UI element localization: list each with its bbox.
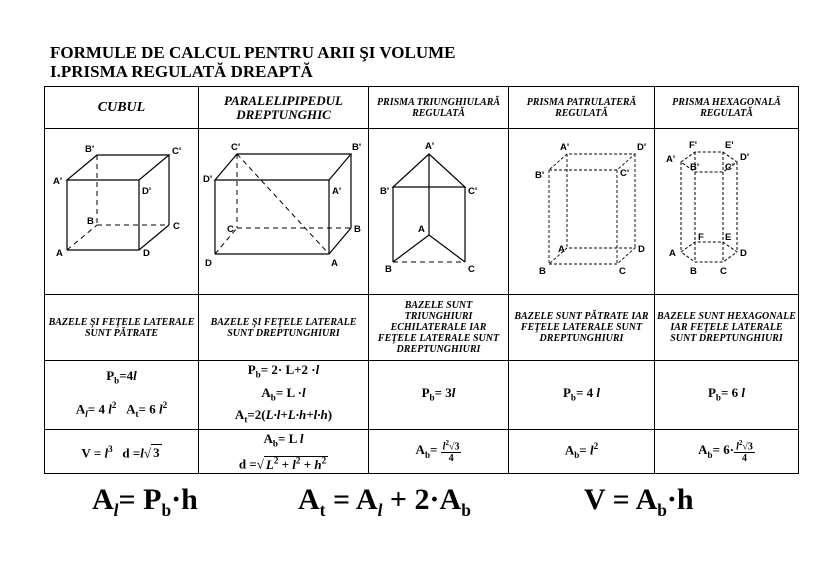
description-prisma-hexagonala: BAZELE SUNT HEXAGONALE IAR FEŢELE LATERALE SUNT DREPTUNGHIURI <box>655 295 799 361</box>
lateral-area-formula: $A_l= P_b\cdot h$ <box>92 483 198 520</box>
cuboid-label: C' <box>230 141 240 153</box>
hexagonal-prism-figure-cell <box>655 129 799 295</box>
volume-paralelipiped <box>199 429 369 473</box>
cuboid-diagonal <box>237 154 329 254</box>
cuboid-label: A <box>330 257 338 269</box>
hexagonal-prism-label: B' <box>689 161 699 173</box>
cube-figure-cell <box>45 129 199 295</box>
hexagonal-prism-label: A' <box>665 153 675 165</box>
hexagonal-prism-label: F <box>697 231 704 243</box>
square-prism-label: B <box>538 265 546 277</box>
cuboid-top-face <box>215 154 351 180</box>
square-prism-label: B' <box>534 169 544 181</box>
description-prisma-triunghiulara: BAZELE SUNT TRIUNGHIURI ECHILATERALE IAR FEŢELE LATERALE SUNT DREPTUNGHIURI <box>369 295 509 361</box>
hexagonal-prism-label: A <box>668 247 676 259</box>
volume-formula-big: $V = A_b\cdot h$ <box>584 483 694 520</box>
triangular-prism-figure <box>371 132 507 292</box>
square-prism-label: D <box>637 243 645 255</box>
formulas-prisma-triunghiulara: $P_b= 3l$ <box>369 361 509 430</box>
base-area-prisma-hexagonala: $A_b= 6\cdot$ $\frac{l^2√3}{4}$ <box>655 429 799 473</box>
perimeter-row <box>45 361 799 430</box>
triangular-prism-label: A <box>417 223 425 235</box>
hexagonal-prism-label: E' <box>724 139 734 151</box>
cuboid-label: B <box>353 223 361 235</box>
perimeter-formula: $P_b=4l$ <box>106 367 137 386</box>
base-area-prisma-triunghiulara: $A_b=$ $\frac{l^2√3}{4}$ <box>369 429 509 473</box>
triangular-prism-label: C' <box>467 185 477 197</box>
main-title: FORMULE DE CALCUL PENTRU ARII ŞI VOLUME <box>50 43 456 62</box>
hexagonal-prism-label: C <box>719 265 727 277</box>
hexagonal-prism-label: F' <box>688 139 697 151</box>
figure-row <box>45 129 799 295</box>
triangular-prism-label: B' <box>379 185 389 197</box>
triangular-prism-figure-cell <box>369 129 509 295</box>
volume-cub: $V = l^3$ d =l√ 3 <box>45 429 199 473</box>
description-row <box>45 295 799 361</box>
header-cub: CUBUL <box>45 87 199 129</box>
hexagonal-prism-bottom <box>681 242 737 262</box>
cuboid-label: D' <box>202 173 212 185</box>
base-area-prisma-patrulatera: $A_b= l^2$ <box>509 429 655 473</box>
formulas-prisma-patrulatera: $P_b= 4$ l <box>509 361 655 430</box>
square-prism-label: A' <box>559 141 569 153</box>
triangular-prism-label: A' <box>424 140 434 152</box>
cube-label: D <box>142 247 150 259</box>
cube-label: C <box>172 220 180 232</box>
volume-row <box>45 429 799 473</box>
header-row <box>45 87 799 129</box>
square-prism-label: C' <box>619 167 629 179</box>
square-prism-figure <box>511 132 653 292</box>
header-prisma-patrulatera: PRISMA PATRULATERĂ REGULATĂ <box>509 87 655 129</box>
triangular-prism-edge <box>393 235 429 262</box>
description-cub: BAZELE ŞI FEŢELE LATERALE SUNT PĂTRATE <box>45 295 199 361</box>
square-prism-label: C <box>618 265 626 277</box>
cuboid-label: D <box>204 257 212 269</box>
triangular-prism-label: C <box>467 263 475 275</box>
header-prisma-hexagonala: PRISMA HEXAGONALĂ REGULATĂ <box>655 87 799 129</box>
hexagonal-prism-label: E <box>724 231 731 243</box>
square-prism-label: D' <box>636 141 646 153</box>
hexagonal-prism-label: D <box>739 247 747 259</box>
hexagonal-prism-label: B <box>689 265 697 277</box>
square-prism-figure-cell <box>509 129 655 295</box>
header-prisma-triunghiulara: PRISMA TRIUNGHIULARĂ REGULATĂ <box>369 87 509 129</box>
cube-label: B' <box>84 143 94 155</box>
hexagonal-prism-label: D' <box>739 151 749 163</box>
cube-hidden-edge <box>67 225 97 250</box>
square-prism-label: A <box>557 243 565 255</box>
total-area-formula: $A_t=2(L\cdot l+L\cdot h+l\cdot h)$ <box>234 407 333 425</box>
cuboid-label: C <box>226 223 234 235</box>
description-paralelipiped: BAZELE ŞI FEŢELE LATERALE SUNT DREPTUNGHIURI <box>199 295 369 361</box>
diagonal-formula: d =√ $L^2 + l^2 + h^2$ <box>238 455 327 472</box>
description-prisma-patrulatera: BAZELE SUNT PĂTRATE IAR FEŢELE LATERALE SUNT DREPTUNGHIURI <box>509 295 655 361</box>
cube-label: B <box>86 215 94 227</box>
area-formulas: $A_l= 4$ $l^2$ $A_t= 6$ $l^2$ <box>75 400 168 420</box>
cuboid-figure <box>201 132 367 292</box>
perimeter-formula: $P_b= 2\cdot L+2 \cdot l$ <box>247 362 320 380</box>
cuboid-bottom-front <box>215 228 351 254</box>
formula-table <box>44 86 799 474</box>
triangular-prism-label: B <box>384 263 392 275</box>
base-area-formula: $A_b= L \cdot l$ <box>261 384 306 403</box>
header-paralelipiped-text: PARALELIPIPEDUL DREPTUNGHIC <box>224 92 343 122</box>
total-area-formula-big: $A_t = A_l + 2\cdot A_b$ <box>298 483 471 520</box>
formulas-prisma-hexagonala: $P_b= 6$ l <box>655 361 799 430</box>
cube-label: C' <box>171 145 181 157</box>
cube-label: A <box>55 247 63 259</box>
base-area-formula-2: $A_b= L$ l <box>263 430 304 449</box>
formulas-cub <box>45 361 199 430</box>
cuboid-figure-cell <box>199 129 369 295</box>
hexagonal-prism-label: C' <box>724 161 734 173</box>
triangular-prism-edge <box>429 235 465 262</box>
cube-figure <box>47 132 197 292</box>
formulas-paralelipiped <box>199 361 369 430</box>
cube-label: A' <box>52 175 62 187</box>
cuboid-label: B' <box>351 141 361 153</box>
hexagonal-prism-figure <box>657 132 797 292</box>
cube-top-face <box>67 155 169 180</box>
header-paralelipiped <box>199 87 369 129</box>
section-title: I.PRISMA REGULATĂ DREAPTĂ <box>50 62 313 81</box>
cuboid-label: A' <box>331 185 341 197</box>
cube-label: D' <box>141 185 151 197</box>
